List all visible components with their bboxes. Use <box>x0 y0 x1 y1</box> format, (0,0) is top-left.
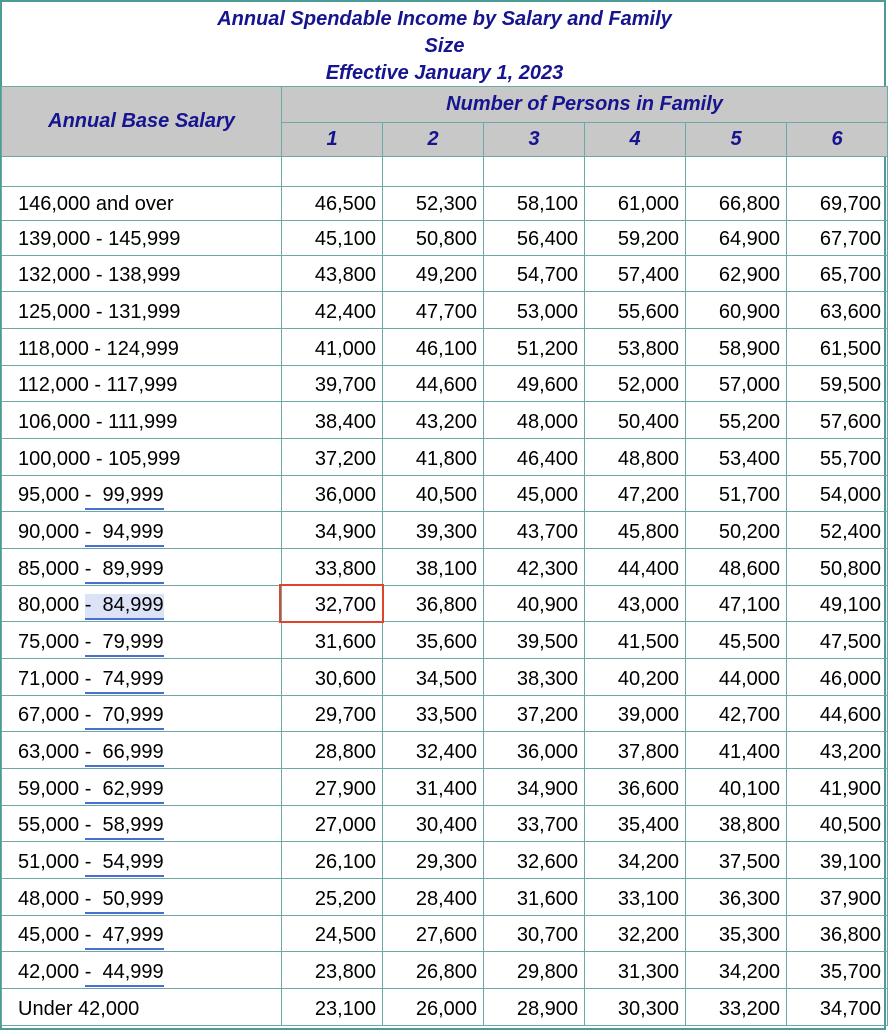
income-cell-family-1: 27,000 <box>282 806 383 842</box>
income-cell-family-5: 64,900 <box>686 221 787 256</box>
income-cell-family-2: 32,400 <box>383 732 484 769</box>
salary-range-cell <box>2 549 282 586</box>
income-cell-family-4: 33,100 <box>585 879 686 916</box>
table-row <box>2 769 888 806</box>
income-cell-family-2: 50,800 <box>383 221 484 256</box>
income-cell-family-5: 50,200 <box>686 512 787 549</box>
income-cell-family-2: 38,100 <box>383 549 484 586</box>
income-cell-family-2: 39,300 <box>383 512 484 549</box>
income-cell-family-3: 49,600 <box>484 366 585 402</box>
income-cell-family-2: 29,300 <box>383 842 484 879</box>
salary-range-start: 75,000 <box>18 631 85 653</box>
salary-range-end: - 70,999 <box>85 704 164 730</box>
income-cell-family-3: 31,600 <box>484 879 585 916</box>
salary-range-end: - 94,999 <box>85 521 164 547</box>
income-cell-family-4: 41,500 <box>585 622 686 659</box>
table-row <box>2 659 888 696</box>
salary-range-start: 59,000 <box>18 778 85 800</box>
income-cell-family-3: 51,200 <box>484 329 585 366</box>
income-cell-family-6: 50,800 <box>787 549 888 586</box>
header-salary: Annual Base Salary <box>2 87 282 157</box>
income-cell-family-3: 36,000 <box>484 732 585 769</box>
income-cell-family-2: 47,700 <box>383 292 484 329</box>
salary-range-cell <box>2 292 282 329</box>
income-cell-family-5: 36,300 <box>686 879 787 916</box>
income-cell-family-5: 53,400 <box>686 439 787 476</box>
salary-range-cell <box>2 916 282 952</box>
salary-range-end: - 47,999 <box>85 924 164 950</box>
salary-range-start: 85,000 <box>18 558 85 580</box>
income-cell-family-2: 34,500 <box>383 659 484 696</box>
income-cell-family-5: 51,700 <box>686 476 787 512</box>
header-family-group: Number of Persons in Family <box>282 87 888 123</box>
income-cell-family-3: 33,700 <box>484 806 585 842</box>
income-cell-family-1: 33,800 <box>282 549 383 586</box>
salary-range-end: - 79,999 <box>85 631 164 657</box>
income-cell-family-1: 26,100 <box>282 842 383 879</box>
income-cell-family-3: 30,700 <box>484 916 585 952</box>
income-cell-family-5: 60,900 <box>686 292 787 329</box>
income-cell-family-6: 44,600 <box>787 696 888 732</box>
salary-range-start: 51,000 <box>18 851 85 873</box>
income-cell-family-5: 33,200 <box>686 989 787 1026</box>
title-line-2: Size <box>424 35 465 57</box>
salary-range-cell <box>2 806 282 842</box>
income-cell-family-3: 54,700 <box>484 256 585 292</box>
table-row <box>2 366 888 402</box>
table-row <box>2 806 888 842</box>
income-cell-family-1: 38,400 <box>282 402 383 439</box>
income-cell-family-3: 58,100 <box>484 187 585 221</box>
table-row <box>2 952 888 989</box>
income-cell-family-6: 52,400 <box>787 512 888 549</box>
income-cell-family-6: 35,700 <box>787 952 888 989</box>
table-row <box>2 439 888 476</box>
income-cell-family-4: 50,400 <box>585 402 686 439</box>
income-cell-family-4: 55,600 <box>585 292 686 329</box>
table-row <box>2 221 888 256</box>
table-row <box>2 622 888 659</box>
income-cell-family-5: 38,800 <box>686 806 787 842</box>
salary-range-cell <box>2 439 282 476</box>
income-cell-family-6: 59,500 <box>787 366 888 402</box>
income-cell-family-4: 59,200 <box>585 221 686 256</box>
income-cell-family-3: 46,400 <box>484 439 585 476</box>
table-row <box>2 512 888 549</box>
table-row <box>2 696 888 732</box>
income-cell-family-2: 49,200 <box>383 256 484 292</box>
salary-range-cell <box>2 476 282 512</box>
salary-range-cell <box>2 659 282 696</box>
income-cell-family-3: 39,500 <box>484 622 585 659</box>
income-cell-family-3: 32,600 <box>484 842 585 879</box>
spacer-cell <box>787 157 888 187</box>
header-size-2: 2 <box>383 123 484 157</box>
income-cell-family-6: 39,100 <box>787 842 888 879</box>
header-size-3: 3 <box>484 123 585 157</box>
salary-range-start: 100,000 - 105,999 <box>18 448 181 470</box>
spacer-cell <box>383 157 484 187</box>
salary-range-end: - 74,999 <box>85 668 164 694</box>
income-cell-family-5: 48,600 <box>686 549 787 586</box>
salary-range-start: 63,000 <box>18 741 85 763</box>
income-cell-family-1: 37,200 <box>282 439 383 476</box>
income-cell-family-5: 55,200 <box>686 402 787 439</box>
income-cell-family-3: 34,900 <box>484 769 585 806</box>
table-row <box>2 916 888 952</box>
income-cell-family-4: 48,800 <box>585 439 686 476</box>
salary-range-start: 118,000 - 124,999 <box>18 338 179 360</box>
income-cell-family-6: 49,100 <box>787 586 888 622</box>
income-cell-family-3: 42,300 <box>484 549 585 586</box>
income-cell-family-4: 52,000 <box>585 366 686 402</box>
income-cell-family-6: 47,500 <box>787 622 888 659</box>
salary-range-cell <box>2 989 282 1026</box>
income-cell-family-2: 46,100 <box>383 329 484 366</box>
income-cell-family-6: 65,700 <box>787 256 888 292</box>
salary-range-cell <box>2 256 282 292</box>
income-cell-family-4: 31,300 <box>585 952 686 989</box>
income-cell-family-2: 31,400 <box>383 769 484 806</box>
income-cell-family-6: 54,000 <box>787 476 888 512</box>
income-cell-family-5: 57,000 <box>686 366 787 402</box>
salary-range-cell <box>2 512 282 549</box>
spacer-cell <box>585 157 686 187</box>
income-cell-family-4: 53,800 <box>585 329 686 366</box>
income-cell-family-1: 24,500 <box>282 916 383 952</box>
salary-range-cell <box>2 221 282 256</box>
income-cell-family-6: 41,900 <box>787 769 888 806</box>
table-title <box>0 6 889 87</box>
income-cell-family-6: 69,700 <box>787 187 888 221</box>
table-row <box>2 256 888 292</box>
spacer-cell <box>484 157 585 187</box>
income-cell-family-2: 43,200 <box>383 402 484 439</box>
salary-range-start: 132,000 - 138,999 <box>18 264 181 286</box>
income-cell-family-5: 66,800 <box>686 187 787 221</box>
salary-range-start: 80,000 <box>18 594 85 616</box>
income-cell-family-4: 57,400 <box>585 256 686 292</box>
income-cell-family-5: 47,100 <box>686 586 787 622</box>
income-cell-family-5: 58,900 <box>686 329 787 366</box>
income-cell-family-4: 39,000 <box>585 696 686 732</box>
salary-range-cell <box>2 769 282 806</box>
table-row <box>2 879 888 916</box>
income-cell-family-5: 41,400 <box>686 732 787 769</box>
income-cell-family-1: 29,700 <box>282 696 383 732</box>
income-cell-family-6: 55,700 <box>787 439 888 476</box>
table-row <box>2 476 888 512</box>
income-cell-family-1: 30,600 <box>282 659 383 696</box>
income-cell-family-6: 46,000 <box>787 659 888 696</box>
salary-range-start: 95,000 <box>18 484 85 506</box>
income-cell-family-2: 27,600 <box>383 916 484 952</box>
income-cell-family-1: 36,000 <box>282 476 383 512</box>
income-cell-family-2: 44,600 <box>383 366 484 402</box>
title-line-1: Annual Spendable Income by Salary and Family <box>217 8 672 30</box>
salary-range-cell <box>2 329 282 366</box>
income-cell-family-4: 45,800 <box>585 512 686 549</box>
salary-range-cell <box>2 842 282 879</box>
table-row <box>2 732 888 769</box>
salary-range-cell <box>2 586 282 622</box>
salary-range-end: - 58,999 <box>85 814 164 840</box>
income-cell-family-5: 34,200 <box>686 952 787 989</box>
salary-range-start: 139,000 - 145,999 <box>18 228 181 250</box>
salary-range-end: - 50,999 <box>85 888 164 914</box>
table-row <box>2 989 888 1026</box>
header-size-5: 5 <box>686 123 787 157</box>
income-cell-family-4: 47,200 <box>585 476 686 512</box>
salary-range-start: 42,000 <box>18 961 85 983</box>
income-cell-family-3: 29,800 <box>484 952 585 989</box>
income-cell-family-6: 40,500 <box>787 806 888 842</box>
income-cell-family-1: 46,500 <box>282 187 383 221</box>
income-cell-family-3: 37,200 <box>484 696 585 732</box>
income-cell-family-2: 35,600 <box>383 622 484 659</box>
title-line-3: Effective January 1, 2023 <box>325 62 564 84</box>
spendable-income-table <box>1 86 888 1026</box>
income-cell-family-6: 36,800 <box>787 916 888 952</box>
spacer-row <box>2 157 888 187</box>
income-cell-family-1: 23,100 <box>282 989 383 1026</box>
salary-range-cell <box>2 402 282 439</box>
header-size-6: 6 <box>787 123 888 157</box>
income-cell-family-2: 52,300 <box>383 187 484 221</box>
salary-range-start: 45,000 <box>18 924 85 946</box>
income-cell-family-4: 32,200 <box>585 916 686 952</box>
salary-range-end: - 54,999 <box>85 851 164 877</box>
income-cell-family-5: 40,100 <box>686 769 787 806</box>
salary-range-start: 112,000 - 117,999 <box>18 374 178 396</box>
income-cell-family-5: 45,500 <box>686 622 787 659</box>
income-cell-family-2: 41,800 <box>383 439 484 476</box>
income-cell-family-1: 45,100 <box>282 221 383 256</box>
table-row <box>2 586 888 622</box>
income-cell-family-5: 44,000 <box>686 659 787 696</box>
salary-range-end: - 89,999 <box>85 558 164 584</box>
salary-range-start: 55,000 <box>18 814 85 836</box>
salary-range-cell <box>2 696 282 732</box>
spacer-cell <box>686 157 787 187</box>
income-cell-family-2: 36,800 <box>383 586 484 622</box>
income-cell-family-4: 44,400 <box>585 549 686 586</box>
salary-range-start: Under 42,000 <box>18 998 140 1020</box>
salary-range-start: 146,000 and over <box>18 193 174 215</box>
income-cell-family-2: 26,800 <box>383 952 484 989</box>
income-cell-family-6: 67,700 <box>787 221 888 256</box>
table-row <box>2 549 888 586</box>
income-cell-family-4: 36,600 <box>585 769 686 806</box>
income-cell-family-4: 43,000 <box>585 586 686 622</box>
salary-range-start: 67,000 <box>18 704 85 726</box>
income-cell-family-5: 62,900 <box>686 256 787 292</box>
table-row <box>2 402 888 439</box>
income-cell-family-1: 43,800 <box>282 256 383 292</box>
income-cell-family-3: 43,700 <box>484 512 585 549</box>
income-cell-family-4: 40,200 <box>585 659 686 696</box>
header-size-1: 1 <box>282 123 383 157</box>
salary-range-start: 90,000 <box>18 521 85 543</box>
income-cell-family-1: 34,900 <box>282 512 383 549</box>
income-cell-family-1: 42,400 <box>282 292 383 329</box>
income-cell-family-6: 57,600 <box>787 402 888 439</box>
income-cell-family-5: 37,500 <box>686 842 787 879</box>
income-cell-family-1: 32,700 <box>282 586 383 622</box>
table-row <box>2 187 888 221</box>
income-cell-family-3: 56,400 <box>484 221 585 256</box>
income-cell-family-5: 35,300 <box>686 916 787 952</box>
income-cell-family-2: 26,000 <box>383 989 484 1026</box>
income-cell-family-1: 27,900 <box>282 769 383 806</box>
income-cell-family-4: 37,800 <box>585 732 686 769</box>
income-cell-family-2: 33,500 <box>383 696 484 732</box>
table-row <box>2 842 888 879</box>
income-cell-family-6: 63,600 <box>787 292 888 329</box>
income-cell-family-4: 30,300 <box>585 989 686 1026</box>
income-cell-family-3: 48,000 <box>484 402 585 439</box>
spacer-cell <box>282 157 383 187</box>
spacer-cell <box>2 157 282 187</box>
salary-range-cell <box>2 187 282 221</box>
salary-range-cell <box>2 622 282 659</box>
income-cell-family-1: 31,600 <box>282 622 383 659</box>
income-cell-family-1: 41,000 <box>282 329 383 366</box>
salary-range-end: - 44,999 <box>85 961 164 987</box>
income-cell-family-6: 37,900 <box>787 879 888 916</box>
salary-range-start: 125,000 - 131,999 <box>18 301 181 323</box>
income-cell-family-2: 28,400 <box>383 879 484 916</box>
income-cell-family-6: 34,700 <box>787 989 888 1026</box>
income-cell-family-1: 39,700 <box>282 366 383 402</box>
table-row <box>2 329 888 366</box>
income-cell-family-6: 61,500 <box>787 329 888 366</box>
salary-range-end: - 66,999 <box>85 741 164 767</box>
income-cell-family-1: 28,800 <box>282 732 383 769</box>
income-cell-family-4: 34,200 <box>585 842 686 879</box>
income-cell-family-3: 53,000 <box>484 292 585 329</box>
salary-range-cell <box>2 366 282 402</box>
salary-range-cell <box>2 732 282 769</box>
income-cell-family-3: 45,000 <box>484 476 585 512</box>
salary-range-start: 48,000 <box>18 888 85 910</box>
table-row <box>2 292 888 329</box>
income-cell-family-3: 38,300 <box>484 659 585 696</box>
income-cell-family-2: 40,500 <box>383 476 484 512</box>
income-cell-family-5: 42,700 <box>686 696 787 732</box>
income-cell-family-3: 28,900 <box>484 989 585 1026</box>
income-cell-family-4: 35,400 <box>585 806 686 842</box>
income-cell-family-1: 25,200 <box>282 879 383 916</box>
income-cell-family-4: 61,000 <box>585 187 686 221</box>
income-cell-family-3: 40,900 <box>484 586 585 622</box>
salary-range-end: - 99,999 <box>85 484 164 510</box>
salary-range-start: 106,000 - 111,999 <box>18 411 178 433</box>
salary-range-cell <box>2 952 282 989</box>
salary-range-cell <box>2 879 282 916</box>
income-cell-family-2: 30,400 <box>383 806 484 842</box>
salary-range-start: 71,000 <box>18 668 85 690</box>
salary-range-end: - 84,999 <box>85 594 164 620</box>
salary-range-end: - 62,999 <box>85 778 164 804</box>
income-cell-family-6: 43,200 <box>787 732 888 769</box>
header-size-4: 4 <box>585 123 686 157</box>
income-cell-family-1: 23,800 <box>282 952 383 989</box>
